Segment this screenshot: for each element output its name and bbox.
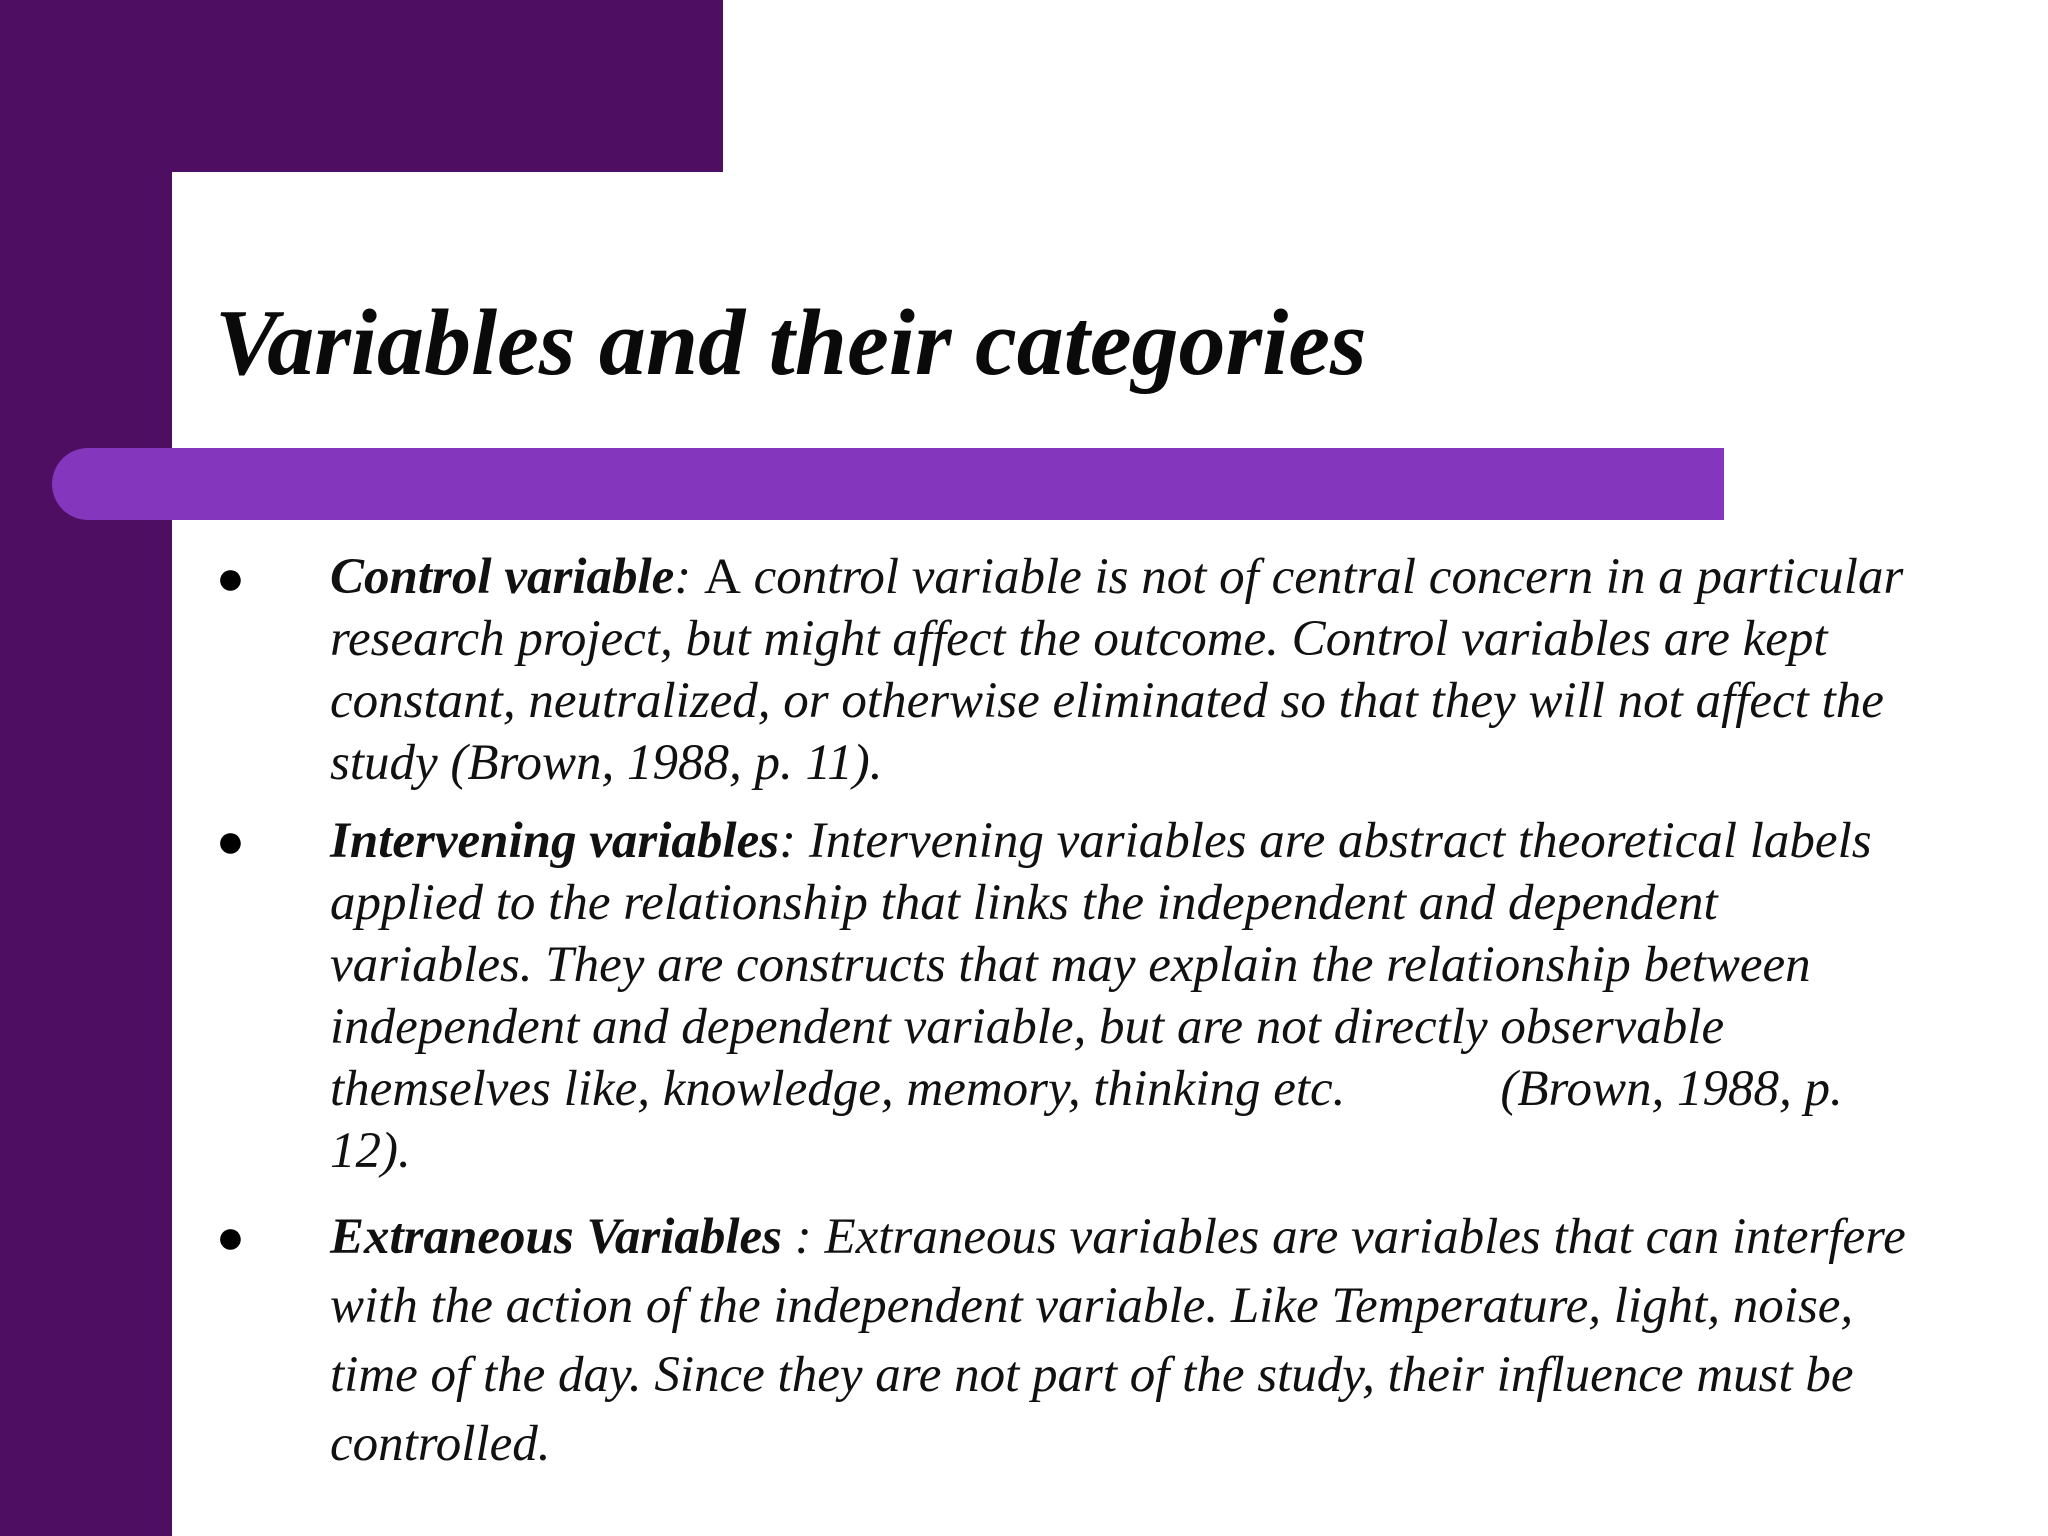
- term-extraneous-variables: Extraneous Variables: [330, 1209, 783, 1265]
- definition-text: control variable is not of central concern in a particular research project, but might affect the outcome. Control variables are kept constant, neutralized, or otherwise eliminated so that they will not affect the study (Brown, 1988, p. 11).: [330, 549, 1904, 791]
- definition-text: Extraneous variables are variables that can interfere with the action of the independent variable. Like Temperature, light, noise, time of the day. Since they are not part of the study, their influence must be controlled.: [330, 1209, 1906, 1472]
- bullet-icon: ●: [216, 552, 245, 605]
- list-item-control-variable: [330, 546, 1910, 794]
- term-intervening-variables: Intervening variables: [330, 813, 780, 869]
- term-separator: :: [782, 1209, 825, 1265]
- bullet-icon: ●: [216, 1211, 245, 1264]
- list-item-extraneous-variables: [330, 1203, 1910, 1479]
- term-control-variable: Control variable: [330, 549, 675, 605]
- list-item-intervening-variables: [330, 810, 1910, 1182]
- lead-word: A: [704, 549, 741, 605]
- definition-text: Intervening variables are abstract theoretical labels applied to the relationship that links the independent and dependent variables. They are constructs that may explain the relationship between independent and dependent variable, but are not directly observable themselves like, knowledge, memory, thinking etc.: [330, 813, 1872, 1117]
- slide-title: Variables and their categories: [215, 291, 1367, 395]
- term-separator: :: [779, 813, 809, 869]
- left-sidebar-band: [0, 0, 172, 1536]
- citation-text: (Brown, 1988, p. 12).: [330, 1061, 1843, 1179]
- top-left-color-block: [0, 0, 723, 172]
- term-separator: :: [674, 549, 705, 605]
- title-underline-bar: [52, 448, 1724, 520]
- bullet-icon: ●: [216, 815, 245, 868]
